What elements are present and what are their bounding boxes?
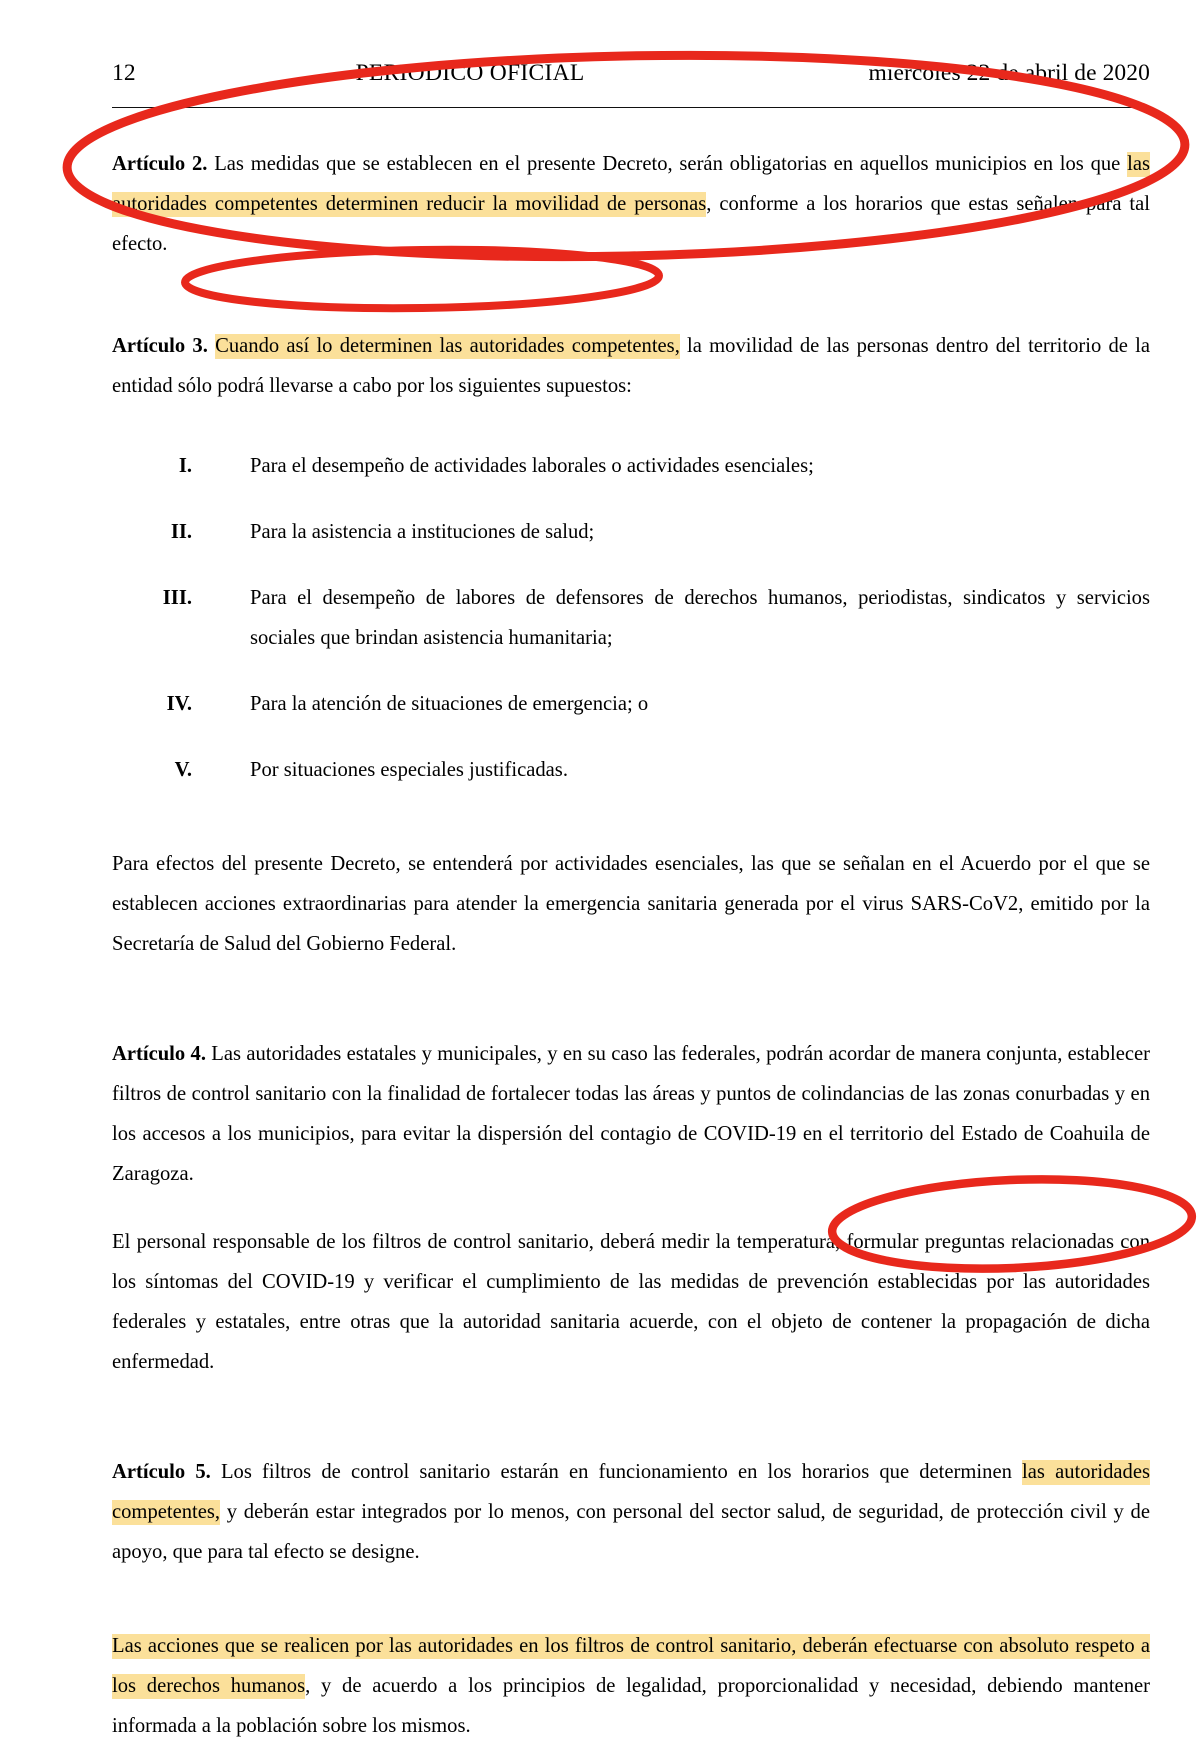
articulo-3-text-before xyxy=(208,335,215,357)
articulo-5-paragraph xyxy=(112,1452,1150,1572)
list-item-text: Para la asistencia a instituciones de salud; xyxy=(250,521,595,543)
list-item-numeral: V. xyxy=(174,759,192,781)
header-rule xyxy=(112,107,1150,108)
articulo-5-text-after: y deberán estar integrados por lo menos, con personal del sector salud, de seguridad, de protección civil y de apoyo, que para tal efecto se designe. xyxy=(112,1501,1150,1563)
articulo-4-text: Las autoridades estatales y municipales, y en su caso las federales, podrán acordar de manera conjunta, establecer filtros de control sanitario con la finalidad de fortalecer todas las áreas y puntos de colindancias de las zonas conurbadas y en los accesos a los municipios, para evitar la dispersión del contagio de COVID-19 en el territorio del Estado de Coahuila de Zaragoza. xyxy=(112,1043,1150,1185)
list-item-numeral: II. xyxy=(170,521,192,543)
list-item-text: Para el desempeño de actividades laborales o actividades esenciales; xyxy=(250,455,814,477)
articulo-2-label: Artículo 2. xyxy=(112,153,208,175)
articulo-3-label: Artículo 3. xyxy=(112,335,208,357)
list-item-numeral: I. xyxy=(178,455,192,477)
list-item xyxy=(112,684,1150,724)
articulo-3-paragraph xyxy=(112,326,1150,406)
list-item xyxy=(112,446,1150,486)
list-item-numeral: IV. xyxy=(166,693,192,715)
derechos-humanos-highlight: Las acciones que se realicen por las autoridades en los filtros de control sanitario, deberán efectuarse con absoluto respeto a los derechos humanos xyxy=(112,1635,1150,1697)
articulo-2-highlight: las autoridades competentes determinen reducir la movilidad de personas xyxy=(112,153,1150,215)
articulo-5-text-before: Los filtros de control sanitario estarán en funcionamiento en los horarios que determinen xyxy=(210,1461,1023,1483)
list-item xyxy=(112,512,1150,552)
articulo-3-highlight: Cuando así lo determinen las autoridades competentes, xyxy=(215,335,680,357)
actividades-esenciales-paragraph: Para efectos del presente Decreto, se entenderá por actividades esenciales, las que se señalan en el Acuerdo por el que se establecen acciones extraordinarias para atender la emergencia sanitaria generada por el virus SARS-CoV2, emitido por la Secretaría de Salud del Gobierno Federal. xyxy=(112,853,1150,955)
articulo-2-text-before: Las medidas que se establecen en el presente Decreto, serán obligatorias en aquellos municipios en los que xyxy=(207,153,1128,175)
articulo-4-paragraph xyxy=(112,1034,1150,1194)
derechos-humanos-paragraph xyxy=(112,1626,1150,1746)
articulo-5-highlight: las autoridades competentes, xyxy=(112,1461,1151,1523)
supuestos-list xyxy=(112,446,1150,790)
articulo-5-label: Artículo 5. xyxy=(112,1461,211,1483)
articulo-2-paragraph xyxy=(112,144,1150,264)
articulo-2-text-after: , conforme a los horarios que estas señalen para tal efecto. xyxy=(112,193,1150,255)
list-item-text: Para el desempeño de labores de defensores de derechos humanos, periodistas, sindicatos y servicios sociales que brindan asistencia humanitaria; xyxy=(250,587,1150,649)
articulo-3-text-after: la movilidad de las personas dentro del territorio de la entidad sólo podrá llevarse a cabo por los siguientes supuestos: xyxy=(112,335,1150,397)
list-item-numeral: III. xyxy=(162,587,192,609)
personal-filtros-paragraph: El personal responsable de los filtros de control sanitario, deberá medir la temperatura, formular preguntas relacionadas con los síntomas del COVID-19 y verificar el cumplimiento de las medidas de prevención establecidas por las autoridades federales y estatales, entre otras que la autoridad sanitaria acuerde, con el objeto de contener la propagación de dicha enfermedad. xyxy=(112,1231,1150,1373)
derechos-humanos-rest: , y de acuerdo a los principios de legalidad, proporcionalidad y necesidad, debiendo mantener informada a la población sobre los mismos. xyxy=(112,1675,1150,1737)
list-item-text: Por situaciones especiales justificadas. xyxy=(250,759,568,781)
page-header xyxy=(112,0,1150,108)
list-item-text: Para la atención de situaciones de emergencia; o xyxy=(250,693,649,715)
list-item xyxy=(112,750,1150,790)
page-number: 12 xyxy=(112,60,136,86)
articulo-4-label: Artículo 4. xyxy=(112,1043,206,1065)
page-content xyxy=(112,0,1150,1746)
issue-date: miércoles 22 de abril de 2020 xyxy=(868,60,1150,86)
list-item xyxy=(112,578,1150,658)
gazette-title: PERIODICO OFICIAL xyxy=(355,60,585,86)
